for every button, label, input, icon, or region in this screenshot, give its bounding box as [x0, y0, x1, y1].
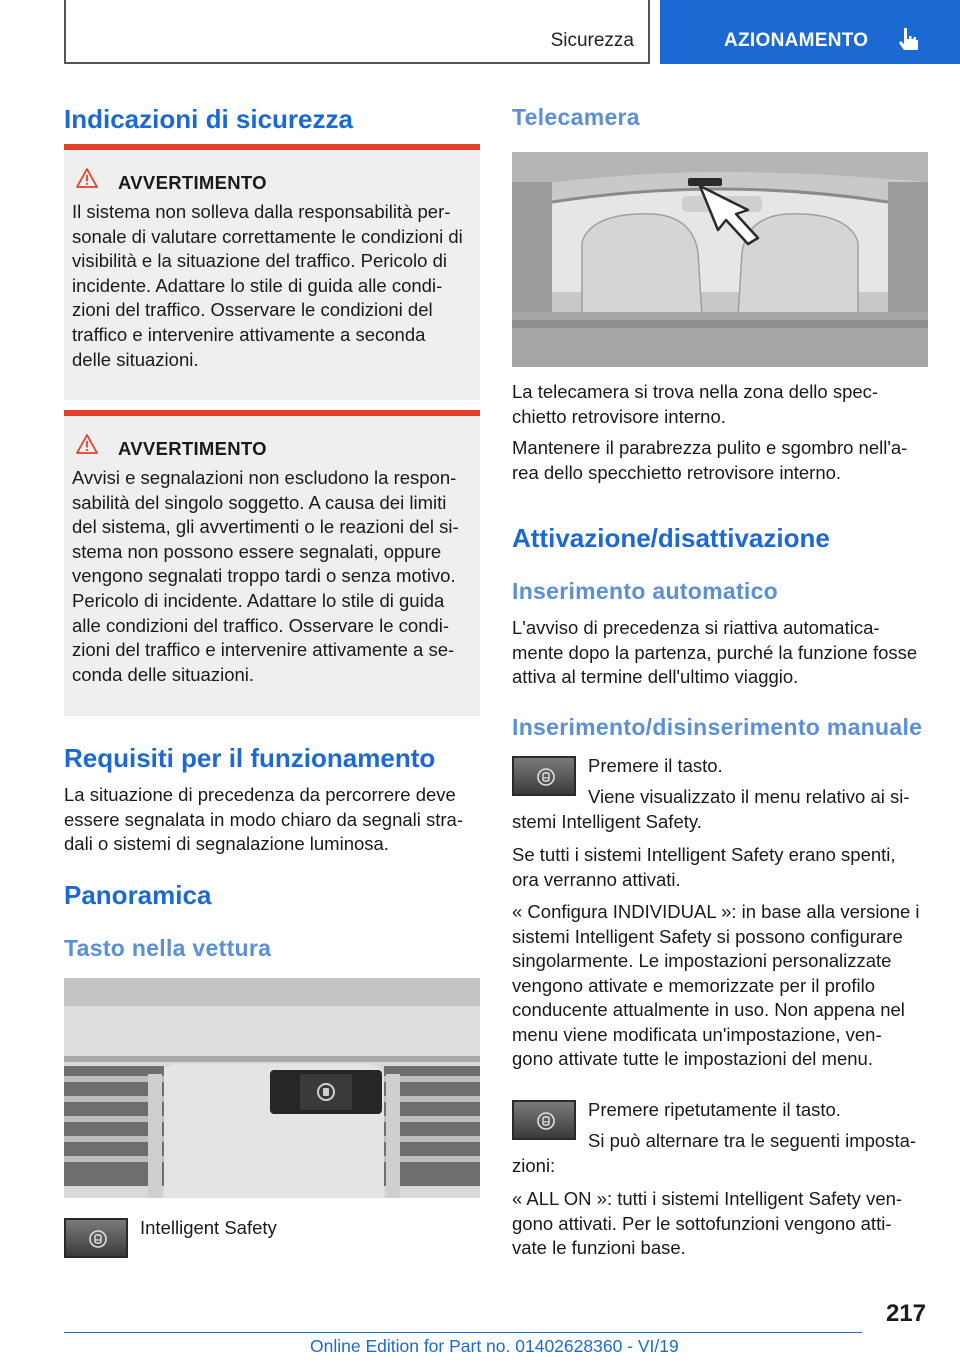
text-line: Viene visualizzato il menu relativo ai si- [588, 786, 910, 807]
text-line: singolarmente. Le impostazioni personalizzate [512, 950, 892, 971]
text-line: gono attivate tutte le impostazioni del menu. [512, 1048, 873, 1069]
footer-divider [64, 1332, 862, 1333]
subheading-button: Tasto nella vettura [64, 935, 272, 961]
warning-triangle-icon [76, 434, 98, 454]
hand-pointer-icon [896, 26, 922, 54]
manual-text-a [512, 785, 928, 834]
header-section-box [64, 0, 650, 64]
camera-text-2 [512, 436, 928, 485]
manual-text-e [512, 1187, 928, 1261]
dashboard-illustration [64, 978, 480, 1198]
button-label: Intelligent Safety [140, 1217, 277, 1238]
text-line: conducente attualmente in uso. Non appena nel [512, 999, 905, 1020]
text-line: Pericolo di incidente. Adattare lo stile di guida [72, 589, 445, 611]
warning-box-2 [64, 410, 480, 716]
manual-step-1: Premere il tasto. [588, 755, 723, 776]
text-line: zioni del traffico. Osservare le condizioni del [72, 299, 433, 321]
text-line: Il sistema non solleva dalla responsabilità per- [72, 201, 451, 222]
text-line: gono attivati. Per le sottofunzioni vengono atti- [512, 1212, 892, 1234]
text-line: La telecamera si trova nella zona dello spec- [512, 381, 879, 402]
page-number: 217 [885, 1300, 926, 1327]
tab-azionamento[interactable] [660, 0, 960, 64]
text-line: sonale di valutare correttamente le condizioni di [72, 225, 463, 247]
text-line: « ALL ON »: tutti i sistemi Intelligent Safety ven- [512, 1188, 903, 1209]
interior-illustration [512, 152, 928, 367]
heading-safety: Indicazioni di sicurezza [64, 104, 353, 134]
text-line: delle situazioni. [72, 348, 199, 370]
text-line: vate le funzioni base. [512, 1237, 686, 1258]
text-line: stema non possono essere segnalati, oppure [72, 540, 442, 562]
heading-activation: Attivazione/disattivazione [512, 523, 830, 553]
text-line: incidente. Adattare lo stile di guida alle condi- [72, 274, 443, 296]
warning-triangle-icon [76, 168, 98, 188]
text-line: zioni: [512, 1154, 556, 1176]
text-line: « Configura INDIVIDUAL »: in base alla versione i [512, 901, 920, 922]
dashboard-button-photo [64, 978, 480, 1198]
warning-box-1 [64, 144, 480, 400]
text-line: stemi Intelligent Safety. [512, 810, 702, 832]
requirements-text [64, 783, 480, 857]
section-title: Sicurezza [550, 30, 634, 51]
text-line: Avvisi e segnalazioni non escludono la respon- [72, 467, 457, 488]
text-line: essere segnalata in modo chiaro da segnali stra- [64, 808, 464, 830]
text-line: traffico e intervenire attivamente a seconda [72, 323, 426, 345]
intelligent-safety-button-icon [64, 1218, 128, 1258]
camera-location-photo [512, 152, 928, 367]
heading-camera: Telecamera [512, 104, 640, 130]
text-line: chietto retrovisore interno. [512, 405, 726, 427]
heading-requirements: Requisiti per il funzionamento [64, 743, 436, 773]
text-line: dali o sistemi di segnalazione luminosa. [64, 833, 389, 854]
warning-text [72, 200, 476, 372]
warning-text [72, 466, 476, 687]
text-line: visibilità e la situazione del traffico. Pericolo di [72, 250, 447, 272]
tab-label: AZIONAMENTO [724, 30, 869, 51]
subheading-manual: Inserimento/disinserimento manuale [512, 714, 923, 740]
heading-overview: Panoramica [64, 880, 212, 910]
manual-text-b [512, 843, 928, 892]
text-line: Mantenere il parabrezza pulito e sgombro nell'a- [512, 437, 908, 458]
manual-text-c [512, 900, 928, 1072]
text-line: alle condizioni del traffico. Osservare le condi- [72, 614, 450, 636]
subheading-auto: Inserimento automatico [512, 578, 779, 604]
manual-text-d [512, 1129, 928, 1178]
text-line: sabilità del singolo soggetto. A causa dei limiti [72, 491, 447, 513]
text-line: ora verranno attivati. [512, 868, 681, 890]
text-line: Si può alternare tra le seguenti imposta- [588, 1130, 917, 1151]
text-line: mente dopo la partenza, purché la funzione fosse [512, 641, 918, 663]
text-line: sistemi Intelligent Safety si possono configurare [512, 925, 903, 947]
auto-text [512, 616, 928, 690]
text-line: vengono segnalati troppo tardi o senza motivo. [72, 565, 456, 587]
text-line: conda delle situazioni. [72, 663, 255, 685]
text-line: La situazione di precedenza da percorrere deve [64, 784, 456, 805]
warning-title: AVVERTIMENTO [118, 438, 267, 459]
manual-step-2: Premere ripetutamente il tasto. [588, 1099, 841, 1120]
text-line: Se tutti i sistemi Intelligent Safety erano spenti, [512, 844, 896, 865]
text-line: attiva al termine dell'ultimo viaggio. [512, 666, 799, 687]
text-line: L'avviso di precedenza si riattiva automatica- [512, 617, 880, 638]
text-line: vengono attivate e memorizzate per il profilo [512, 974, 875, 996]
text-line: menu viene modificata un'impostazione, ven- [512, 1023, 882, 1045]
camera-text-1 [512, 380, 928, 429]
text-line: zioni del traffico e intervenire attivamente a se- [72, 639, 455, 661]
text-line: del sistema, gli avvertimenti o le reazioni del si- [72, 516, 459, 538]
warning-title: AVVERTIMENTO [118, 172, 267, 193]
text-line: rea dello specchietto retrovisore interno. [512, 461, 842, 483]
footer-edition: Online Edition for Part no. 01402628360 - VI/19 [310, 1336, 679, 1356]
